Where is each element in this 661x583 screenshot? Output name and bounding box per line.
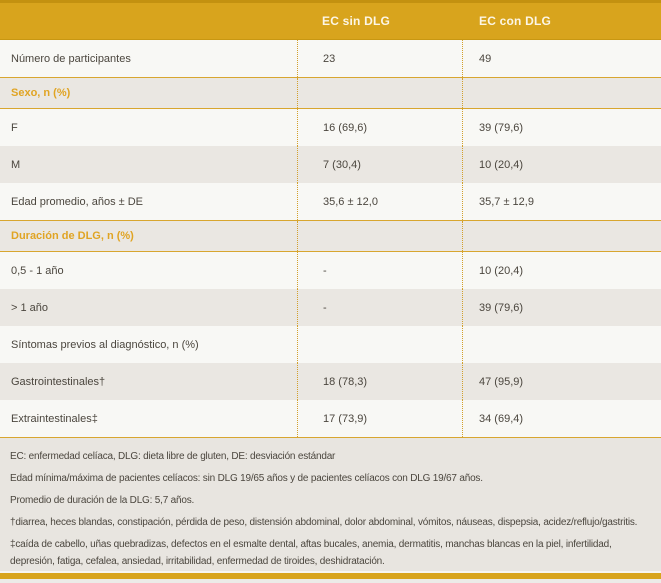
value-sin-dlg: [297, 326, 462, 363]
row-label: Extraintestinales‡: [11, 412, 98, 425]
footnote-dlg-duration: Promedio de duración de la DLG: 5,7 años.: [10, 495, 195, 506]
header-ec-con-dlg: EC con DLG: [479, 14, 552, 28]
value-con-dlg: [462, 326, 661, 363]
value-con-dlg: [462, 78, 661, 108]
value-sin-dlg: 7 (30,4): [297, 146, 462, 183]
value-sin-dlg: -: [297, 289, 462, 326]
section-label: Duración de DLG, n (%): [11, 230, 134, 242]
row-label: M: [11, 158, 21, 171]
value-sin-dlg: 35,6 ± 12,0: [297, 183, 462, 220]
table-row: [0, 400, 661, 437]
footnote-age-range: Edad mínima/máxima de pacientes celíacos: sin DLG 19/65 años y de pacientes celíacos con DLG 19/67 años.: [10, 473, 483, 484]
value-con-dlg: 35,7 ± 12,9: [462, 183, 661, 220]
value-sin-dlg: 16 (69,6): [297, 109, 462, 146]
table-row: [0, 363, 661, 400]
row-label: Gastrointestinales†: [11, 375, 106, 388]
value-sin-dlg: -: [297, 252, 462, 289]
value-con-dlg: 49: [462, 40, 661, 77]
section-label: Sexo, n (%): [11, 87, 71, 99]
subheader-row-sintomas: [0, 326, 661, 363]
section-row-sexo: [0, 77, 661, 109]
value-sin-dlg: 17 (73,9): [297, 400, 462, 437]
table-header-row: [0, 0, 661, 40]
row-label: Número de participantes: [11, 52, 131, 65]
value-con-dlg: 10 (20,4): [462, 146, 661, 183]
value-sin-dlg: [297, 78, 462, 108]
value-con-dlg: [462, 221, 661, 251]
row-label: F: [11, 121, 18, 134]
bottom-margin: [0, 579, 661, 583]
row-label: 0,5 - 1 año: [11, 264, 64, 277]
value-con-dlg: 39 (79,6): [462, 289, 661, 326]
table-row: [0, 183, 661, 220]
section-row-duracion-dlg: [0, 220, 661, 252]
row-label: Edad promedio, años ± DE: [11, 195, 143, 208]
footnote-abbreviations: EC: enfermedad celíaca, DLG: dieta libre de gluten, DE: desviación estándar: [10, 451, 336, 462]
row-label: Síntomas previos al diagnóstico, n (%): [11, 338, 199, 351]
value-sin-dlg: 18 (78,3): [297, 363, 462, 400]
table-row: [0, 40, 661, 77]
table-row: [0, 146, 661, 183]
footnote-double-dagger-extraintestinal: ‡caída de cabello, uñas quebradizas, defectos en el esmalte dental, aftas bucales, anemia, dermatitis, manchas blancas en la piel, infertilidad, depresión, fatiga, cefalea, ansiedad, irritabilidad, enfermedad de tiroides, deshidratación.: [10, 539, 612, 567]
value-sin-dlg: [297, 221, 462, 251]
value-con-dlg: 10 (20,4): [462, 252, 661, 289]
value-sin-dlg: 23: [297, 40, 462, 77]
table-row: [0, 109, 661, 146]
row-label: > 1 año: [11, 301, 49, 314]
table-row: [0, 252, 661, 289]
table-footnotes: [0, 437, 661, 571]
value-con-dlg: 34 (69,4): [462, 400, 661, 437]
value-con-dlg: 39 (79,6): [462, 109, 661, 146]
footnote-dagger-gastrointestinal: †diarrea, heces blandas, constipación, pérdida de peso, distensión abdominal, dolor abdominal, vómitos, náuseas, dispepsia, acidez/reflujo/gastritis.: [10, 517, 638, 528]
header-ec-sin-dlg: EC sin DLG: [322, 14, 391, 28]
value-con-dlg: 47 (95,9): [462, 363, 661, 400]
table-row: [0, 289, 661, 326]
